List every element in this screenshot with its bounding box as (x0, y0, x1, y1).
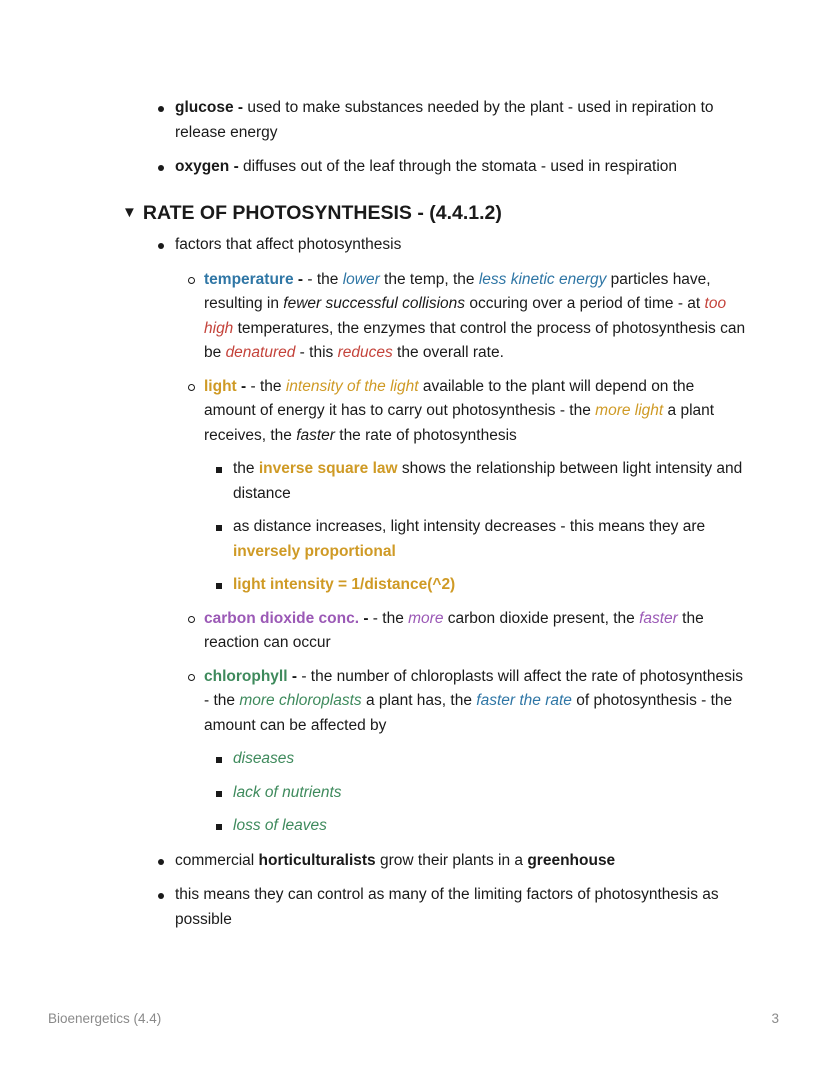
triangle-down-icon[interactable]: ▼ (122, 204, 137, 221)
list-item-glucose (175, 96, 745, 145)
list-item-carbon-dioxide (204, 607, 750, 656)
light-sublist (233, 457, 750, 598)
list-item-inverse-square-law (233, 457, 750, 506)
dash: - (359, 609, 369, 627)
text-span: grow their plants in a (375, 851, 528, 869)
term-horticulturalists: horticulturalists (258, 851, 376, 869)
list-item-temperature (204, 268, 750, 366)
text-span: the overall rate. (392, 344, 504, 361)
emphasis-kinetic-energy: less kinetic energy (478, 270, 607, 288)
emphasis-reduces: reduces (337, 344, 393, 361)
oxygen-description: diffuses out of the leaf through the stomata - used in respiration (238, 158, 678, 175)
emphasis-denatured: denatured (225, 344, 296, 361)
list-item-distance-relationship (233, 515, 750, 564)
text-span: as distance increases, light intensity decreases - this means they are (233, 518, 706, 535)
list-item-lack-of-nutrients: lack of nutrients (233, 781, 750, 806)
term-light: light (204, 377, 237, 395)
text-span: - the (303, 270, 343, 288)
text-span: a plant has, the (361, 692, 477, 709)
dash: - (293, 270, 304, 288)
text-span: shows the relationship between light intensity and distance (233, 460, 743, 502)
text-span: available to the plant will depend on the amount of energy it has to carry out photosynthesis - the (204, 377, 695, 419)
text-span: - the (246, 377, 286, 395)
footer-title: Bioenergetics (4.4) (48, 1011, 162, 1026)
emphasis-faster: faster (296, 426, 335, 444)
text-span: the reaction can occur (204, 609, 704, 651)
list-item-formula (233, 573, 750, 598)
dash: - (287, 667, 298, 685)
main-bullet-list (175, 233, 750, 942)
term-temperature: temperature (204, 270, 294, 288)
term-chlorophyll: chlorophyll (204, 667, 288, 685)
top-bullet-list (175, 96, 745, 190)
emphasis-faster-rate: faster the rate (476, 692, 572, 709)
term-greenhouse: greenhouse (527, 851, 616, 869)
text-span: of photosynthesis - the amount can be affected by (204, 692, 733, 734)
list-item-oxygen (175, 155, 745, 180)
chlorophyll-sublist (233, 747, 750, 839)
page-number: 3 (771, 1011, 779, 1026)
emphasis-too-high: too high (204, 295, 727, 337)
factors-intro: factors that affect photosynthesis (175, 236, 402, 253)
text-span: the (233, 460, 259, 477)
emphasis-intensity: intensity of the light (285, 377, 419, 395)
text-span: the temp, the (379, 270, 479, 288)
factors-sublist (204, 268, 750, 839)
list-item-diseases: diseases (233, 747, 750, 772)
text-span: a plant receives, the (204, 402, 715, 444)
text-span: the rate of photosynthesis (334, 426, 517, 444)
emphasis-collisions: fewer successful collisions (283, 295, 466, 312)
text-span: particles have, resulting in (204, 270, 711, 312)
list-item-factors (175, 233, 750, 839)
glucose-description: used to make substances needed by the plant - used in repiration to release energy (175, 99, 714, 141)
text-span: commercial (175, 851, 259, 869)
list-item-light (204, 375, 750, 598)
text-span: carbon dioxide present, the (443, 609, 640, 627)
term-oxygen: oxygen - (175, 158, 239, 175)
section-title: RATE OF PHOTOSYNTHESIS - (4.4.1.2) (142, 202, 502, 224)
emphasis-lower: lower (342, 270, 380, 288)
text-span: - the number of chloroplasts will affect the rate of photosynthesis - the (204, 667, 744, 709)
text-span: temperatures, the enzymes that control the process of photosynthesis can be (204, 319, 746, 361)
text-span: occuring over a period of time - at (465, 295, 705, 312)
emphasis-faster: faster (639, 609, 678, 627)
list-item-limiting-factors: this means they can control as many of the limiting factors of photosynthesis as possible (175, 883, 750, 932)
term-carbon-dioxide: carbon dioxide conc. (204, 609, 360, 627)
light-intensity-formula: light intensity = 1/distance(^2) (233, 576, 456, 593)
list-item-chlorophyll (204, 665, 750, 839)
emphasis-more: more (408, 609, 444, 627)
text-span: - this (295, 344, 338, 361)
emphasis-more-chloroplasts: more chloroplasts (239, 692, 362, 709)
section-heading-toggle[interactable] (122, 200, 742, 226)
term-inverse-square-law: inverse square law (258, 460, 398, 477)
term-glucose: glucose - (175, 99, 244, 116)
term-inversely-proportional: inversely proportional (233, 542, 396, 560)
list-item-commercial (175, 849, 750, 874)
emphasis-more-light: more light (595, 402, 664, 419)
list-item-loss-of-leaves: loss of leaves (233, 814, 750, 839)
dash: - (236, 377, 247, 395)
text-span: - the (368, 609, 409, 627)
